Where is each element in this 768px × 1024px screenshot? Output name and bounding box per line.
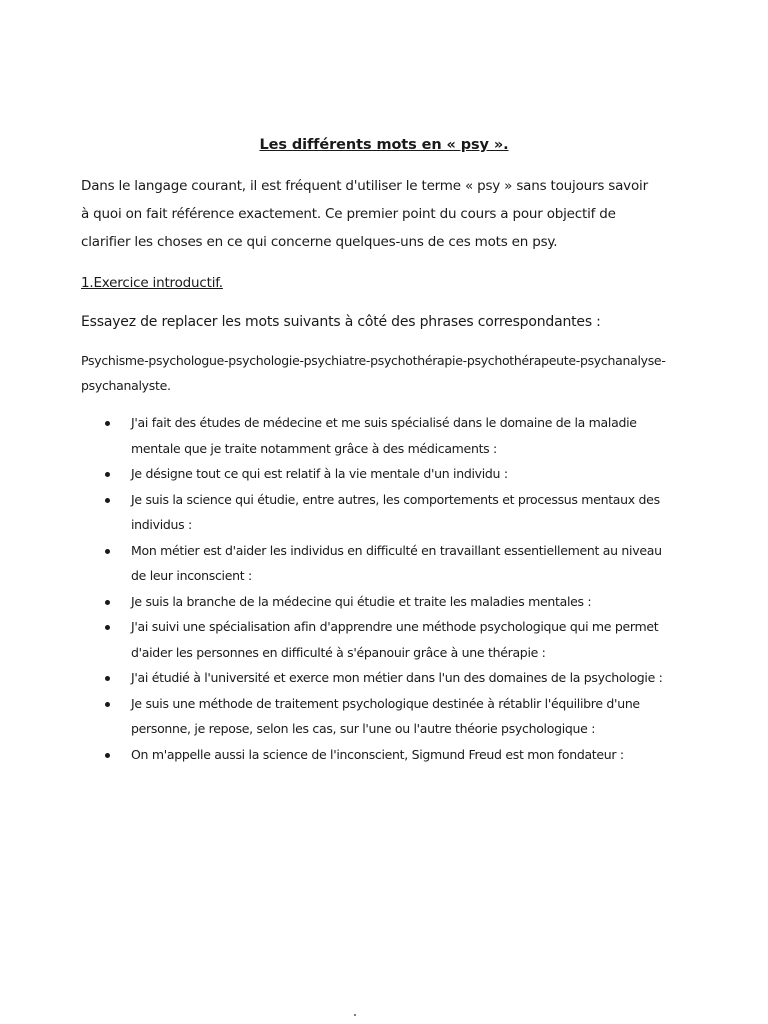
list-item-line: individus :: [131, 517, 192, 532]
list-item: [105, 589, 685, 615]
list-item: [105, 691, 685, 742]
list-item: [105, 538, 685, 589]
bullet-icon: [105, 549, 110, 554]
list-item-line: Je suis la science qui étudie, entre autres, les comportements et processus mentaux des: [131, 491, 660, 507]
word-list: [81, 348, 681, 398]
list-item-line: Je désigne tout ce qui est relatif à la vie mentale d'un individu :: [131, 466, 508, 481]
list-item: [105, 410, 685, 461]
intro-line: à quoi on fait référence exactement. Ce premier point du cours a pour objectif de: [81, 206, 616, 222]
word-list-line: Psychisme-psychologue-psychologie-psychiatre-psychothérapie-psychothérapeute-psychanalyse-: [81, 353, 666, 368]
word-list-line: psychanalyste.: [81, 378, 171, 393]
list-item-line: personne, je repose, selon les cas, sur l'une ou l'autre théorie psychologique :: [131, 721, 596, 736]
scan-dot: [354, 1014, 356, 1016]
list-item: [105, 487, 685, 538]
list-item: [105, 614, 685, 665]
bullet-icon: [105, 753, 110, 758]
list-item-line: J'ai étudié à l'université et exerce mon métier dans l'un des domaines de la psychologie :: [131, 670, 663, 685]
page-title: Les différents mots en « psy ».: [259, 137, 509, 153]
bullet-icon: [105, 676, 110, 681]
intro-paragraph: [81, 172, 681, 256]
list-item-line: de leur inconscient :: [131, 568, 252, 583]
list-item: [105, 742, 685, 768]
bullet-icon: [105, 625, 110, 630]
list-item-line: J'ai suivi une spécialisation afin d'apprendre une méthode psychologique qui me permet: [131, 619, 659, 634]
list-item-line: mentale que je traite notamment grâce à des médicaments :: [131, 440, 497, 456]
bullet-icon: [105, 702, 110, 707]
list-item-line: Mon métier est d'aider les individus en difficulté en travaillant essentiellement au niveau: [131, 542, 662, 558]
list-item-line: Je suis la branche de la médecine qui étudie et traite les maladies mentales :: [131, 593, 592, 609]
list-item-line: Je suis une méthode de traitement psychologique destinée à rétablir l'équilibre d'une: [131, 695, 640, 711]
intro-line: clarifier les choses en ce qui concerne quelques-uns de ces mots en psy.: [81, 234, 558, 250]
list-item: [105, 665, 685, 691]
section-heading: 1.Exercice introductif.: [81, 275, 223, 291]
list-item-line: d'aider les personnes en difficulté à s'épanouir grâce à une thérapie :: [131, 644, 546, 660]
list-item-line: J'ai fait des études de médecine et me suis spécialisé dans le domaine de la maladie: [131, 415, 637, 430]
list-item-line: On m'appelle aussi la science de l'inconscient, Sigmund Freud est mon fondateur :: [131, 746, 624, 762]
list-item: [105, 461, 685, 487]
bullet-icon: [105, 421, 110, 426]
sentence-list: [105, 410, 685, 767]
bullet-icon: [105, 472, 110, 477]
bullet-icon: [105, 498, 110, 503]
intro-line: Dans le langage courant, il est fréquent d'utiliser le terme « psy » sans toujours savoir: [81, 178, 648, 194]
bullet-icon: [105, 600, 110, 605]
exercise-instruction: Essayez de replacer les mots suivants à côté des phrases correspondantes :: [81, 314, 601, 330]
